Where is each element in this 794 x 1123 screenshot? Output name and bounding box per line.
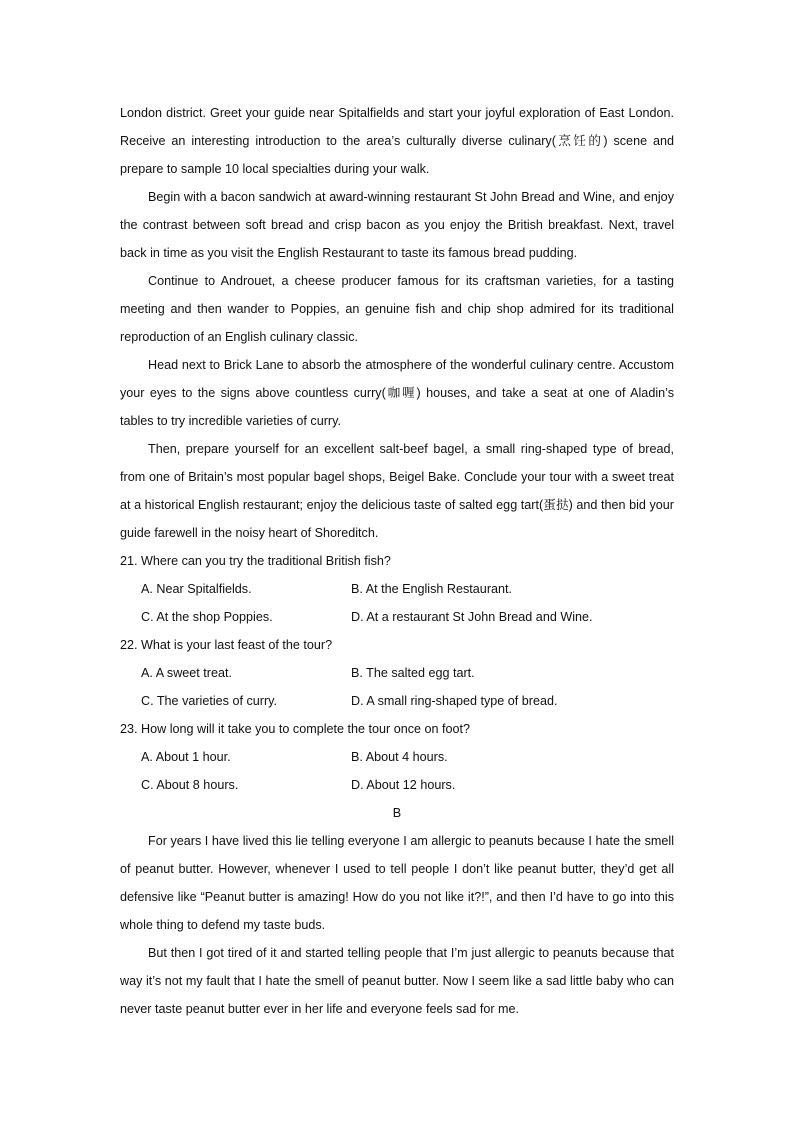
question-23 <box>120 715 674 799</box>
passage-b <box>120 827 678 1023</box>
option-b: B. The salted egg tart. <box>351 666 475 680</box>
passage-a-paragraph: Head next to Brick Lane to absorb the atmosphere of the wonderful culinary centre. Accustom your eyes to the signs above countless curry(咖喱) houses, and take a seat at one of Aladin’s tables to try incredible varieties of curry. <box>120 358 678 428</box>
option-b: B. At the English Restaurant. <box>351 582 513 596</box>
option-c: C. At the shop Poppies. <box>141 610 273 624</box>
question-stem: 21. Where can you try the traditional British fish? <box>120 554 391 568</box>
section-heading-b: B <box>392 806 402 820</box>
option-d: D. A small ring-shaped type of bread. <box>351 694 558 708</box>
option-b: B. About 4 hours. <box>351 750 448 764</box>
option-c: C. About 8 hours. <box>141 778 239 792</box>
option-a: A. Near Spitalfields. <box>141 582 252 596</box>
passage-b-paragraph: But then I got tired of it and started telling people that I’m just allergic to peanuts because that way it’s not my fault that I hate the smell of peanut butter. Now I seem like a sad little baby who can never taste peanut butter ever in her life and everyone feels sad for me. <box>120 946 678 1016</box>
option-d: D. At a restaurant St John Bread and Wine. <box>351 610 593 624</box>
question-21 <box>120 547 674 631</box>
passage-a-paragraph: Continue to Androuet, a cheese producer famous for its craftsman varieties, for a tasting meeting and then wander to Poppies, an genuine fish and chip shop admired for its traditional reproduction of an English culinary classic. <box>120 274 678 344</box>
option-grid <box>120 743 674 799</box>
option-grid <box>120 659 674 715</box>
option-d: D. About 12 hours. <box>351 778 456 792</box>
passage-a-paragraph: Then, prepare yourself for an excellent salt-beef bagel, a small ring-shaped type of bread, from one of Britain’s most popular bagel shops, Beigel Bake. Conclude your tour with a sweet treat at a historical English restaurant; enjoy the delicious taste of salted egg tart(蛋挞) and then bid your guide farewell in the noisy heart of Shoreditch. <box>120 442 678 540</box>
passage-a-paragraph: London district. Greet your guide near Spitalfields and start your joyful exploration of East London. Receive an interesting introduction to the area’s culturally diverse culinary(烹饪的) scene and prepare to sample 10 local specialties during your walk. <box>120 106 678 176</box>
option-grid <box>120 575 674 631</box>
question-stem: 22. What is your last feast of the tour? <box>120 638 333 652</box>
option-a: A. About 1 hour. <box>141 750 231 764</box>
option-a: A. A sweet treat. <box>141 666 233 680</box>
passage-b-paragraph: For years I have lived this lie telling everyone I am allergic to peanuts because I hate the smell of peanut butter. However, whenever I used to tell people I don’t like peanut butter, they’d get all defensive like “Peanut butter is amazing! How do you not like it?!”, and then I’d have to go into this whole thing to defend my taste buds. <box>120 834 678 932</box>
passage-a <box>120 99 678 547</box>
passage-a-paragraph: Begin with a bacon sandwich at award-winning restaurant St John Bread and Wine, and enjoy the contrast between soft bread and crisp bacon as you enjoy the British breakfast. Next, travel back in time as you visit the English Restaurant to taste its famous bread pudding. <box>120 190 678 260</box>
question-stem: 23. How long will it take you to complete the tour once on foot? <box>120 722 471 736</box>
question-22 <box>120 631 674 715</box>
option-c: C. The varieties of curry. <box>141 694 278 708</box>
document-body <box>120 99 678 1023</box>
